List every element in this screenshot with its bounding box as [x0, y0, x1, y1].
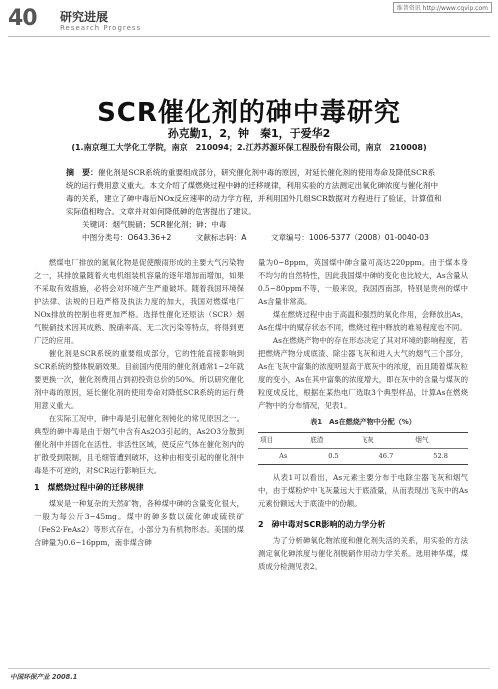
table-cell: 52.8	[413, 449, 468, 465]
table-cell: 0.5	[308, 449, 358, 465]
issue-number: 40	[8, 6, 37, 31]
abstract-text: 催化剂是SCR系统的重要组成部分，研究催化剂中毒的原因，对延长催化剂的使用寿命及降低SCR系统的运行费用意义重大。本文介绍了煤燃烧过程中砷的迁移规律，利用实验的方法测定出氧化砷浓度与催化剂中毒的关系，建立了砷中毒后NOx反应速率的动力学方程，并利用国外几组SCR数据对方程进行了验证，计算值和实际值相吻合。文章并对如何降低砷的危害提出了建议。	[66, 168, 442, 216]
author-list: 孙克勤1，2，钟 秦1，于爱华2	[167, 127, 331, 140]
abstract	[66, 166, 442, 218]
table-header: 飞灰	[359, 433, 414, 449]
abstract-label: 摘 要：	[66, 168, 98, 177]
table-caption: 表1 As在燃烧产物中分配（%）	[310, 418, 416, 426]
body-paragraph: 量为0~8ppm，英国煤中砷含量可高达220ppm。由于煤本身不均匀的自然特性，因此我国煤中砷的变化也比较大，As含量从0.5~80ppm不等，一般来说，我国西南部，特别是贵州的煤中As含量非常高。	[258, 258, 468, 306]
body-paragraph: As在燃烧产物中的存在形态决定了其对环境的影响程度，若把燃烧产物分成底渣、除尘器飞灰和进入大气的烟气三个部分，As在飞灰中富集的浓度明显高于底灰中的浓度，而且随着煤灰粒度的变小，As在其中富集的浓度增大，即在灰中的含量与煤灰的粒度成反比，根据在某热电厂选取3个典型样品，计算As在燃烧产物中的分布情况，见表1。	[258, 336, 468, 410]
body-paragraph: 在实际工况中，砷中毒是引起催化剂钝化的常见原因之一。典型的砷中毒是由于烟气中含有As2O3引起的，As2O3分散到催化剂中并固化在活性、非活性区域，使反应气体在催化剂内的扩散受到限制，且毛细管遭到破坏，这种由相变引起的催化剂中毒是不可逆的，对SCR运行影响巨大。	[34, 414, 244, 475]
header-rule	[8, 36, 490, 37]
body-paragraph: 燃煤电厂排放的氮氧化物是促使酸雨形成的主要大气污染物之一，其排放量随着火电机组装机容量的逐年增加而增加，如果不采取有效措施，必将会对环境产生严重破坏。随着我国环境保护法律、法规的日趋严格及执法力度的加大，我国对燃煤电厂NOx排放的控制也将更加严格。选择性催化还原法（SCR）烟气脱硝技术因其成熟、脱硝率高、无二次污染等特点，将得到更广泛的应用。	[34, 258, 244, 345]
body-paragraph: 催化剂是SCR系统的重要组成部分，它的性能直接影响到SCR系统的整体脱硝效果。目前国内使用的催化剂通常1~2年就要更换一次，催化剂费用占到初投资总价的50%。所以研究催化剂中毒的原因，延长催化剂的使用寿命对降低SCR系统的运行费用意义重大。	[34, 349, 244, 410]
document-code: 文献标志码：A	[195, 233, 247, 242]
table-cell: As	[258, 449, 308, 465]
distribution-table	[258, 432, 468, 465]
section-heading-2: 2 砷中毒对SCR影响的动力学分析	[258, 520, 386, 529]
section-heading-1: 1 煤燃烧过程中砷的迁移规律	[34, 483, 144, 492]
table-cell: 46.7	[359, 449, 414, 465]
journal-footer: 中国环保产业 2008.1	[10, 673, 78, 681]
affiliations: (1.南京理工大学化工学院，南京 210094；2.江苏苏源环保工程股份有限公司，南京 210008)	[71, 143, 427, 152]
article-title: SCR催化剂的砷中毒研究	[97, 98, 401, 128]
footer-rule	[8, 668, 490, 669]
keywords: 关键词：烟气脱硝；SCR催化剂；砷；中毒	[82, 220, 227, 229]
body-paragraph: 煤炭是一种复杂的天然矿物，各种煤中砷的含量变化很大，一般为每公斤3~45mg。煤中的砷多数以硫化砷或硫铁矿（FeS2·FeAs2）等形式存在，小部分为有机物形态。美国的煤含砷量为0.6~16ppm，南非煤含砷	[34, 499, 244, 547]
table-header: 底渣	[308, 433, 358, 449]
body-paragraph: 为了分析砷氧化物浓度和催化剂失活的关系，用实验的方法测定氧化砷浓度与催化剂脱硝作用动力学关系。选用神华煤，煤质成分检测见表2。	[258, 536, 468, 571]
article-id: 文章编号：1006-5377（2008）01-0040-03	[270, 233, 429, 242]
column-title: 研究进展	[60, 10, 109, 24]
body-paragraph: 从表1可以看出，As元素主要分布于电除尘器飞灰和烟气中，由于煤粉炉中飞灰量远大于底渣量，从而表现出飞灰中的As元素份额远大于底渣中的份额。	[258, 473, 468, 508]
table-row	[258, 449, 468, 465]
clc-number: 中图分类号：O643.36+2	[82, 233, 172, 242]
table-header: 烟气	[413, 433, 468, 449]
left-column	[34, 256, 244, 549]
article-meta	[82, 232, 451, 243]
body-paragraph: 煤在燃烧过程中由于高温和强烈的氧化作用，会释放出As，As在煤中的赋存状态不同，燃烧过程中释放的难易程度也不同。	[258, 310, 468, 332]
right-column	[258, 256, 468, 573]
site-stamp[interactable]: 维普资讯 http://www.cqvip.com	[393, 2, 492, 13]
column-subtitle: Research Progress	[60, 24, 142, 32]
table-header: 项目	[258, 433, 308, 449]
